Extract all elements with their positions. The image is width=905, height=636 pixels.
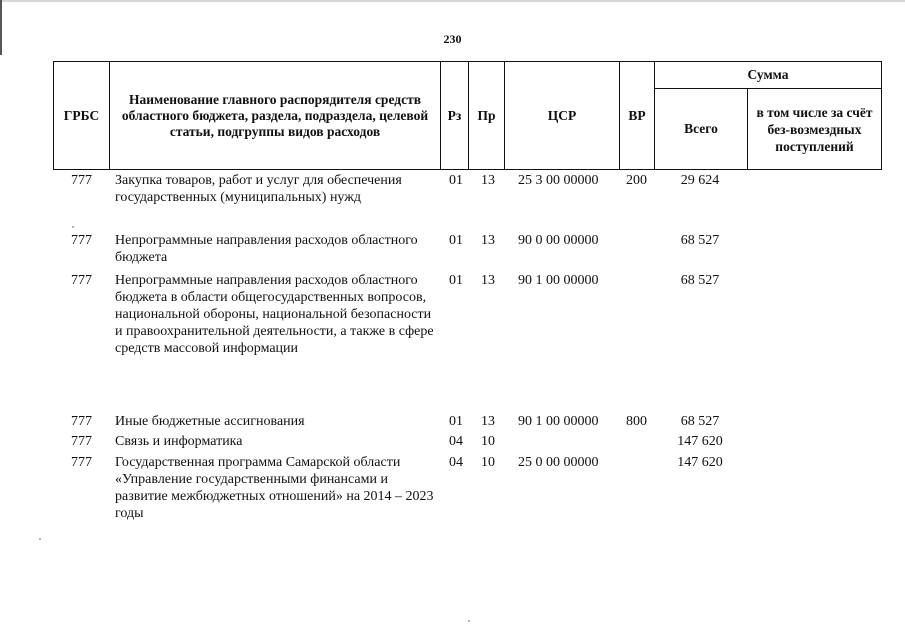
- cell-grbs: 777: [71, 434, 92, 449]
- cell-csr: 90 1 00 00000: [518, 414, 599, 429]
- page-number: 230: [443, 32, 462, 46]
- cell-pr: 13: [481, 173, 495, 188]
- header-name: Наименование главного распорядителя средств областного бюджета, раздела, подраздела, целевой статьи, подгруппы видов расходов: [110, 62, 441, 169]
- cell-vr: 800: [626, 414, 647, 429]
- cell-rz: 01: [449, 173, 463, 188]
- cell-sum: 68 527: [680, 414, 720, 429]
- header-vr: ВР: [620, 62, 655, 169]
- cell-sum: 68 527: [680, 233, 720, 248]
- header-vsego: Всего: [655, 89, 748, 169]
- header-csr: ЦСР: [505, 62, 620, 169]
- header-sum-group: [655, 62, 881, 169]
- cell-sum: 147 620: [677, 455, 723, 470]
- cell-rz: 01: [449, 414, 463, 429]
- cell-pr: 13: [481, 273, 495, 288]
- cell-grbs: 777: [71, 414, 92, 429]
- header-v-tom-chisle: в том числе за счёт без-возмездных поступлений: [756, 104, 873, 154]
- cell-rz: 04: [449, 434, 463, 449]
- header-rz: Рз: [441, 62, 469, 169]
- cell-name: Связь и информатика: [115, 434, 243, 449]
- cell-name: Непрограммные направления расходов областного бюджета в области общегосударственных вопросов, национальной обороны, национальной безопасности и правоохранительной деятельности, а также в сфере средств массовой информации: [115, 273, 434, 356]
- cell-grbs: 777: [71, 173, 92, 188]
- cell-rz: 01: [449, 233, 463, 248]
- cell-csr: 90 0 00 00000: [518, 233, 599, 248]
- cell-sum: 68 527: [680, 273, 720, 288]
- cell-pr: 10: [481, 434, 495, 449]
- cell-csr: 25 3 00 00000: [518, 173, 599, 188]
- cell-csr: 90 1 00 00000: [518, 273, 599, 288]
- header-pr: Пр: [469, 62, 505, 169]
- cell-grbs: 777: [71, 273, 92, 288]
- scan-edge-top: [0, 0, 905, 2]
- scan-speck: [72, 226, 74, 228]
- cell-rz: 01: [449, 273, 463, 288]
- scan-speck: [39, 538, 41, 540]
- cell-name: Государственная программа Самарской области «Управление государственными финансами и развитие межбюджетных отношений» на 2014 – 2023 годы: [115, 455, 434, 521]
- cell-pr: 10: [481, 455, 495, 470]
- header-grbs: ГРБС: [54, 62, 110, 169]
- cell-grbs: 777: [71, 233, 92, 248]
- cell-grbs: 777: [71, 455, 92, 470]
- cell-pr: 13: [481, 233, 495, 248]
- scan-speck: [468, 620, 470, 622]
- cell-name: Непрограммные направления расходов областного бюджета: [115, 233, 418, 265]
- cell-pr: 13: [481, 414, 495, 429]
- cell-vr: 200: [626, 173, 647, 188]
- cell-sum: 147 620: [677, 434, 723, 449]
- cell-name: Иные бюджетные ассигнования: [115, 414, 305, 429]
- cell-csr: 25 0 00 00000: [518, 455, 599, 470]
- cell-rz: 04: [449, 455, 463, 470]
- cell-name: Закупка товаров, работ и услуг для обеспечения государственных (муниципальных) нужд: [115, 173, 402, 205]
- cell-sum: 29 624: [680, 173, 720, 188]
- header-sum: Сумма: [655, 62, 881, 89]
- table-header: [53, 61, 882, 170]
